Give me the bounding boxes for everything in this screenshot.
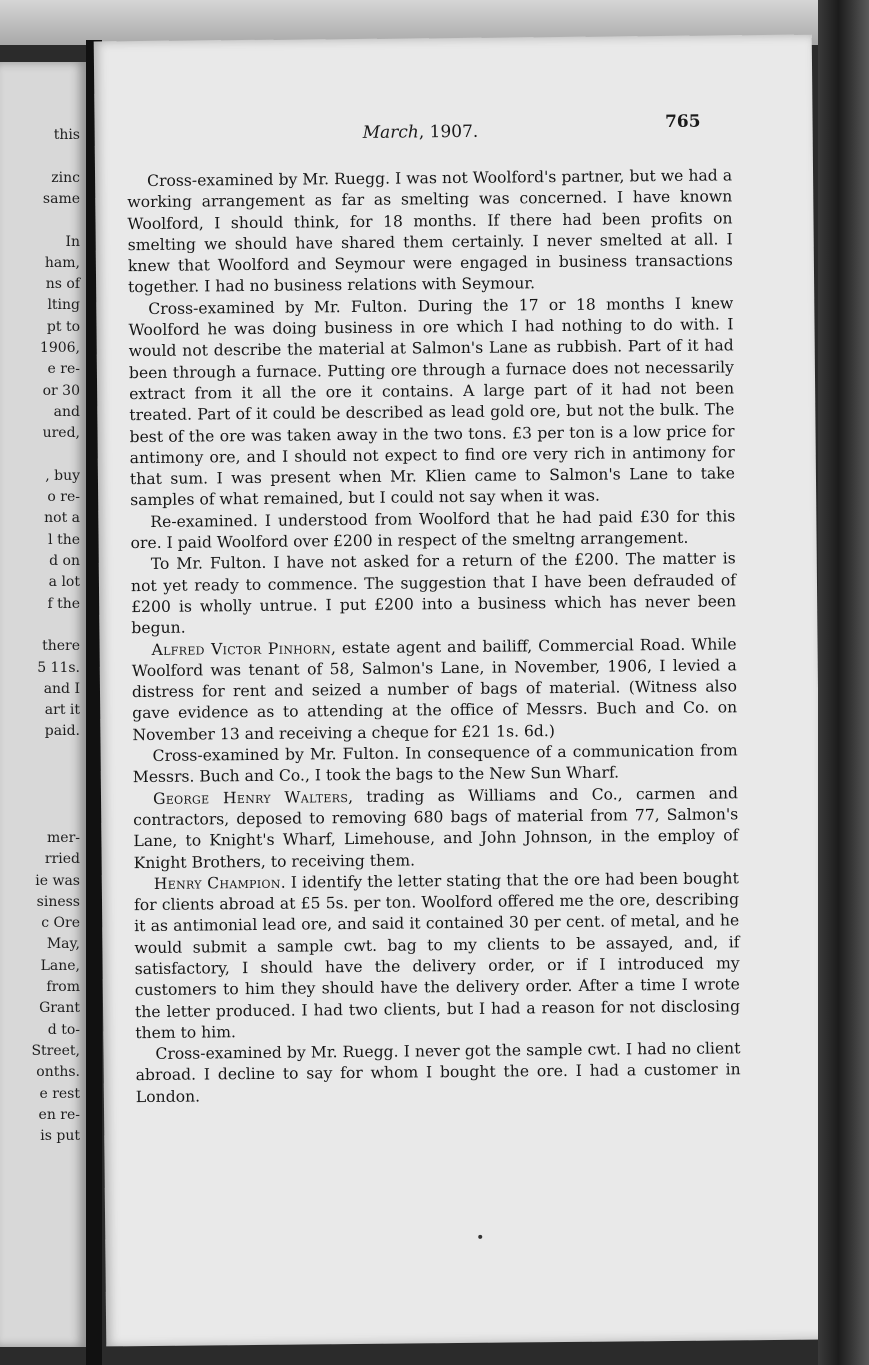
paragraph-champion-cross <box>135 1038 741 1108</box>
paragraph-re-examined <box>130 506 735 554</box>
page-header <box>95 111 813 150</box>
left-page-fragment-line: paid. <box>44 723 80 740</box>
paragraph-champion <box>134 868 741 1044</box>
paragraph-text: Re-examined. I understood from Woolford that he had paid £30 for this ore. I paid Woolford over £200 in respect of the smeltng arrangement. <box>130 507 736 553</box>
left-page-fragment-line: e re- <box>47 361 80 378</box>
left-page-fragment-line: is put <box>40 1128 80 1145</box>
left-page-fragment-line: art it <box>44 702 80 719</box>
left-page-fragment-line: or 30 <box>42 382 80 399</box>
paragraph-text: To Mr. Fulton. I have not asked for a return of the £200. The matter is not yet ready to commence. The suggestion that I have been defrauded of £200 is wholly untrue. I put £200 into a business which has never been begun. <box>130 549 737 638</box>
paragraph-text: . I identify the letter stating that the ore had been bought for clients abroad at £5 5s. per ton. Woolford offered me the ore, describing it as antimonial lead ore, and said it contained 30 per cent. of metal, and he would submit a sample cwt. bag to my clients to be assayed, and, if satisfactory, I should have the delivery order, or if I introduced my customers to him they should have the delivery order. After a time I wrote the letter produced. I had two clients, but I had a reason for not disclosing them to him. <box>133 869 741 1042</box>
left-page-fragment-line: d on <box>49 553 80 569</box>
left-page-fragment-line: 1906, <box>39 340 80 356</box>
paragraph-pinhorn-cross <box>133 740 738 788</box>
body-text <box>127 165 741 1108</box>
left-page-fragment-line: zinc <box>51 169 80 186</box>
printer-mark <box>478 1235 482 1239</box>
left-page-fragment-line: pt to <box>46 318 80 335</box>
paragraph-to-fulton <box>131 549 737 640</box>
running-head-year: , 1907. <box>418 121 479 143</box>
left-page-fragment-line: d to- <box>47 1021 80 1038</box>
left-page-fragment-line: Lane, <box>40 957 80 974</box>
paragraph-walters <box>133 783 739 874</box>
left-page-fragment-line: ured, <box>42 425 80 442</box>
left-page-fragment-line: onths. <box>36 1064 80 1081</box>
running-head-month: March <box>362 122 419 143</box>
witness-name: Henry Champion <box>153 873 281 893</box>
left-page-fragment-line: not a <box>44 510 80 527</box>
paragraph-ruegg-cross <box>127 165 733 299</box>
left-page-fragment-line: c Ore <box>41 915 80 932</box>
main-page <box>94 35 824 1347</box>
left-page-fragment-line: siness <box>36 893 80 910</box>
left-page-fragment-line: Street, <box>31 1042 80 1059</box>
left-page-fragment-line: and <box>53 403 80 420</box>
paragraph-text: Cross-examined by Mr. Fulton. During the 17 or 18 months I knew Woolford he was doing business in ore which I had nothing to do with. I would not describe the material at Salmon's Lane as rubbish. Part of it had been through a furnace. Putting ore through a furnace does not necessarily extract from it all the ore it contains. A large part of it had not been treated. Part of it could be described as lead gold ore, but not the bulk. The best of the ore was taken away in the two tons. £3 per ton is a low price for antimony ore, and I should not expect to find ore very rich in antimony for that sum. I was present when Mr. Klien came to Salmon's Lane to take samples of what remained, but I could not say when it was. <box>128 294 736 510</box>
running-head <box>363 122 479 143</box>
paragraph-text: Cross-examined by Mr. Fulton. In consequence of a communication from Messrs. Buch and Co., I took the bags to the New Sun Wharf. <box>132 741 738 787</box>
left-page-fragment-line: en re- <box>38 1106 80 1123</box>
paragraph-text: , estate agent and bailiff, Commercial Road. While Woolford was tenant of 58, Salmon's Lane, in November, 1906, I levied a distress for rent and seized a number of bags of material. (Witness also gave evidence as to attending at the office of Messrs. Buch and Co. on November 13 and receiving a cheque for £21 1s. 6d.) <box>131 634 738 744</box>
left-page-fragment-line: o re- <box>47 489 80 506</box>
left-page-fragment-line: rried <box>44 851 80 868</box>
left-page-fragment-line: lting <box>47 297 80 314</box>
left-page-fragment-line: from <box>46 979 80 995</box>
left-page-fragment <box>0 62 86 1347</box>
left-page-fragment-line: f the <box>47 595 80 612</box>
left-page-fragment-line: this <box>53 127 80 143</box>
page-number: 765 <box>664 111 701 132</box>
left-page-fragment-line: a lot <box>48 574 80 591</box>
paragraph-text: , trading as Williams and Co., carmen and contractors, deposed to removing 680 bags of material from 77, Salmon's Lane, to Knight's Wharf, Limehouse, and John Johnson, in the employ of Knight Brothers, to receiving them. <box>133 783 739 872</box>
left-page-fragment-line: ns of <box>45 276 80 293</box>
witness-name: George Henry Walters <box>152 787 349 808</box>
paragraph-fulton-cross <box>128 293 735 512</box>
left-page-fragment-line: Grant <box>39 1000 80 1017</box>
left-page-fragment-line: mer- <box>47 829 80 846</box>
paragraph-text: Cross-examined by Mr. Ruegg. I never got the sample cwt. I had no client abroad. I decline to say for whom I bought the ore. I had a customer in London. <box>135 1039 741 1106</box>
left-page-fragment-line: and I <box>43 680 80 697</box>
left-page-fragment-line: there <box>42 638 80 655</box>
left-page-fragment-line: same <box>42 190 80 207</box>
paragraph-pinhorn <box>131 634 737 746</box>
left-page-fragment-line: e rest <box>39 1085 80 1102</box>
left-page-fragment-line: l the <box>48 531 80 548</box>
left-page-fragment-line: ie was <box>35 872 80 889</box>
witness-name: Alfred Victor Pinhorn <box>151 638 332 659</box>
paragraph-text: Cross-examined by Mr. Ruegg. I was not Woolford's partner, but we had a working arrangement as far as smelting was concerned. I have known Woolford, I should think, for 18 months. If there had been profits on smelting we should have shared them certainly. I never smelted at all. I knew that Woolford and Seymour were engaged in business transactions together. I had no business relations with Seymour. <box>127 166 733 297</box>
left-page-fragment-line: ham, <box>44 254 80 271</box>
left-page-fragment-line: 5 11s. <box>37 659 80 676</box>
left-page-fragment-line: In <box>65 233 80 250</box>
scan-background-right <box>818 0 869 1365</box>
left-page-fragment-line: May, <box>46 936 80 953</box>
left-page-fragment-line: , buy <box>45 467 80 484</box>
